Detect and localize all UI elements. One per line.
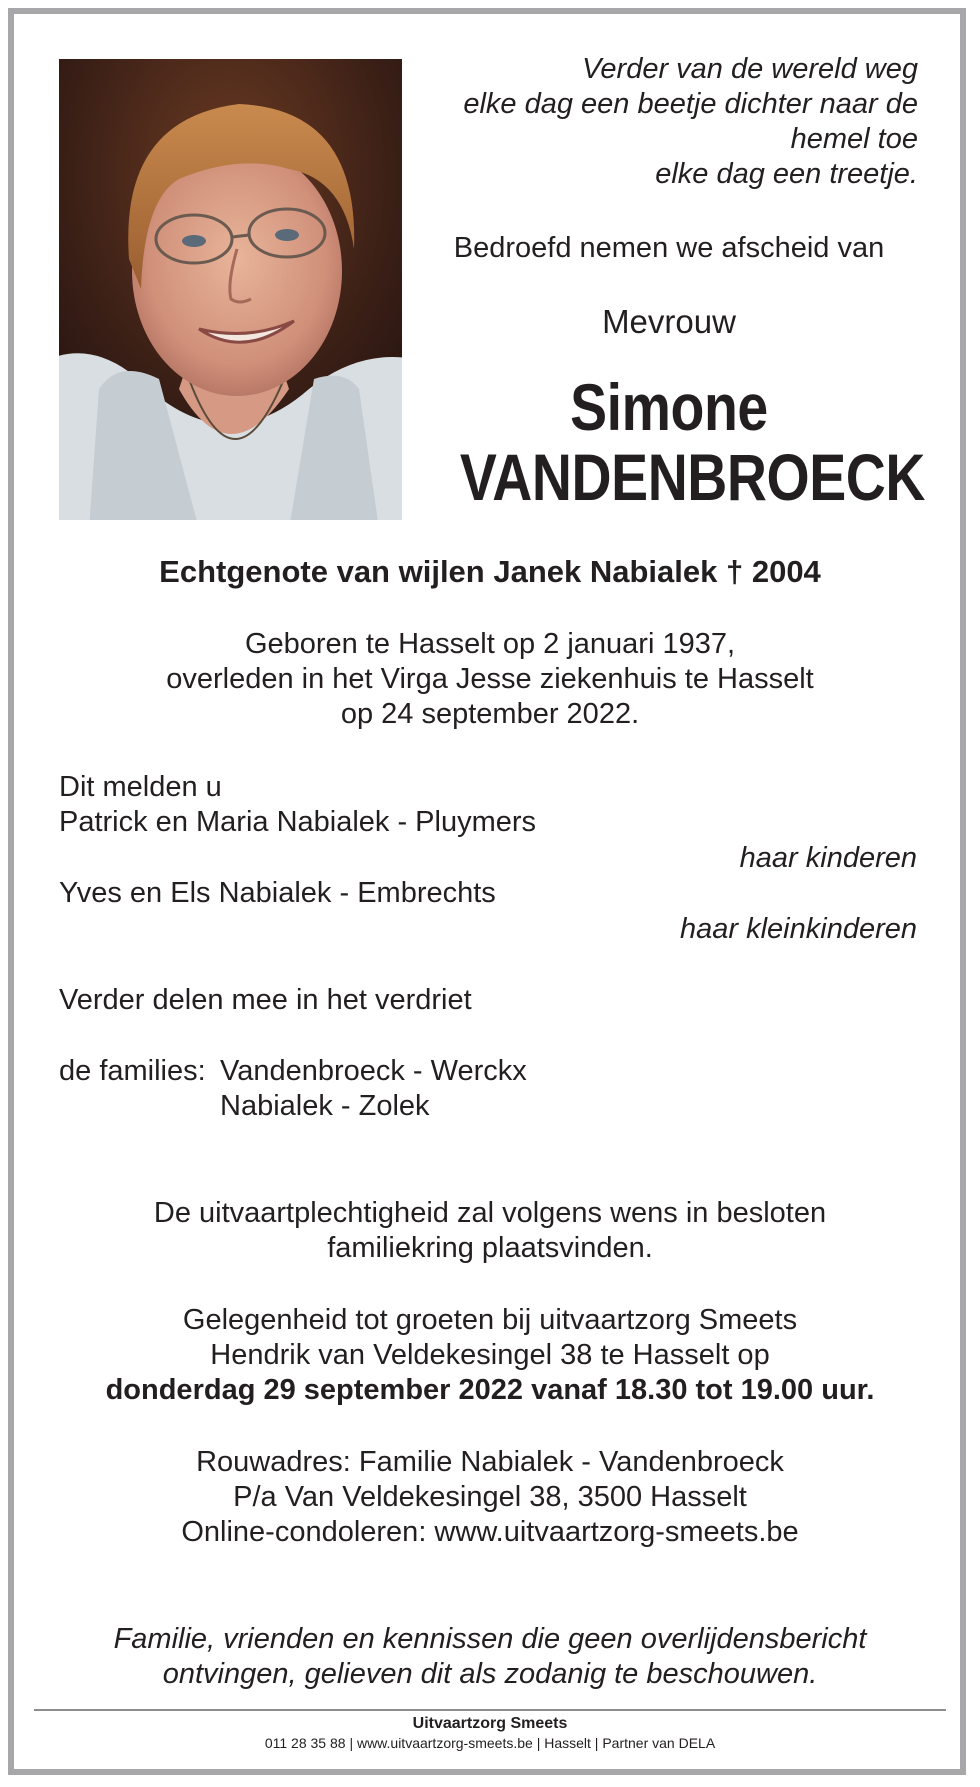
address-line: P/a Van Veldekesingel 38, 3500 Hasselt (233, 1481, 747, 1513)
funeral-info (40, 1196, 940, 1266)
portrait-photo (59, 59, 402, 520)
closing-line: Familie, vrienden en kennissen die geen overlijdensbericht (113, 1623, 867, 1655)
spouse-line: Echtgenote van wijlen Janek Nabialek † 2004 (159, 554, 821, 589)
birth-death-line: op 24 september 2022. (340, 698, 640, 730)
mourning-address (40, 1445, 940, 1550)
closing-line: ontvingen, gelieven dit als zodanig te beschouwen. (162, 1658, 818, 1690)
sharing-text: Verder delen mee in het verdriet (59, 984, 472, 1016)
children-role: haar kinderen (739, 842, 917, 874)
birth-death-info (40, 627, 940, 732)
families-label: de families: (59, 1055, 206, 1087)
intro-text: Bedroefd nemen we afscheid van (453, 232, 885, 264)
poem-line: elke dag een beetje dichter naar de (463, 88, 918, 120)
closing-note (40, 1622, 940, 1692)
deceased-name (459, 370, 926, 514)
funeral-line: familiekring plaatsvinden. (327, 1232, 653, 1264)
poem-line: elke dag een treetje. (655, 158, 918, 190)
honorific-title: Mevrouw (602, 303, 736, 340)
announcers-intro: Dit melden u (59, 771, 222, 803)
grandchildren-role: haar kleinkinderen (680, 913, 917, 945)
family-name: Nabialek - Zolek (220, 1090, 430, 1122)
last-name: VANDENBROECK (459, 440, 926, 514)
footer-divider (34, 1709, 946, 1711)
family-name: Vandenbroeck - Werckx (220, 1055, 527, 1087)
grandchildren-names: Yves en Els Nabialek - Embrechts (59, 877, 496, 909)
first-name: Simone (570, 370, 768, 444)
address-line: Rouwadres: Familie Nabialek - Vandenbroeck (196, 1446, 784, 1478)
visitation-date: donderdag 29 september 2022 vanaf 18.30 tot 19.00 uur. (105, 1374, 875, 1406)
footer-contact: 011 28 35 88 | www.uitvaartzorg-smeets.be | Hasselt | Partner van DELA (264, 1735, 716, 1751)
visitation-info (40, 1303, 940, 1408)
children-names: Patrick en Maria Nabialek - Pluymers (59, 806, 537, 838)
address-line: Online-condoleren: www.uitvaartzorg-smeets.be (181, 1516, 799, 1548)
birth-death-line: overleden in het Virga Jesse ziekenhuis te Hasselt (166, 663, 814, 695)
poem-line: hemel toe (790, 123, 918, 155)
visitation-line: Hendrik van Veldekesingel 38 te Hasselt op (210, 1339, 770, 1371)
birth-death-line: Geboren te Hasselt op 2 januari 1937, (244, 628, 736, 660)
footer-company: Uitvaartzorg Smeets (412, 1715, 568, 1732)
poem-line: Verder van de wereld weg (582, 53, 918, 85)
memorial-poem (420, 52, 918, 192)
funeral-line: De uitvaartplechtigheid zal volgens wens in besloten (153, 1197, 827, 1229)
visitation-line: Gelegenheid tot groeten bij uitvaartzorg Smeets (182, 1304, 798, 1336)
